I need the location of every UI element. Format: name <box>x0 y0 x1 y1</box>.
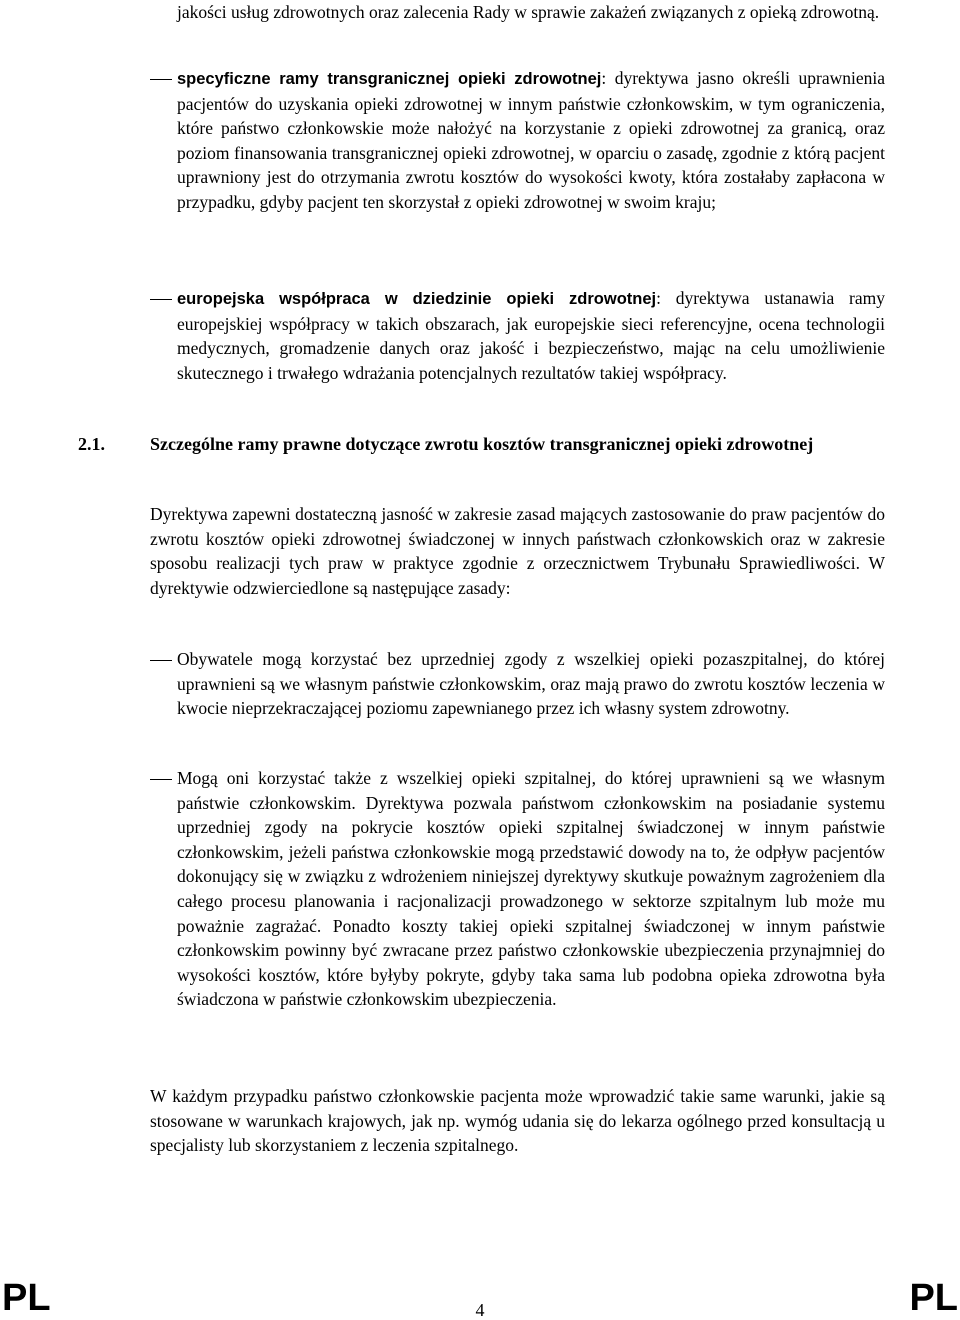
bullet-dash <box>150 779 172 780</box>
bullet-europejska-wspolpraca <box>177 286 885 385</box>
bullet-text: : dyrektywa jasno określi uprawnienia pacjentów do uzyskania opieki zdrowotnej w innym państwie członkowskim, w tym ograniczenia, które państwo członkowskie może nałożyć na korzystanie z opieki zdrowotnej za granicą, oraz poziom finansowania transgranicznej opieki zdrowotnej, w oparciu o zasadę, zgodnie z którą pacjent uprawniony jest do otrzymania zwrotu kosztów do wysokości kwoty, która zostałaby zapłacona w przypadku, gdyby pacjent ten skorzystał z opieki zdrowotnej w swoim kraju; <box>177 68 885 212</box>
footer-lang-left: PL <box>2 1277 51 1319</box>
section-number: 2.1. <box>78 434 105 454</box>
closing-paragraph: W każdym przypadku państwo członkowskie pacjenta może wprowadzić takie same warunki, jakie są stosowane w warunkach krajowych, jak np. wymóg udania się do lekarza ogólnego przed konsultacją u specjalisty lub skorzystaniem z leczenia szpitalnego. <box>150 1086 885 1156</box>
bullet-dash <box>150 79 172 80</box>
bullet-opieka-pozaszpitalna: Obywatele mogą korzystać bez uprzedniej zgody z wszelkiej opieki pozaszpitalnej, do której uprawnieni są we własnym państwie członkowskim, oraz mają prawo do zwrotu kosztów leczenia w kwocie nieprzekraczającej poziomu zapewnianego przez ich własny system zdrowotny. <box>177 649 885 719</box>
footer-lang-right: PL <box>909 1277 958 1319</box>
bullet-specyficzne-ramy <box>177 66 885 215</box>
section-title: Szczególne ramy prawne dotyczące zwrotu kosztów transgranicznej opieki zdrowotnej <box>150 434 814 454</box>
bullet-dash <box>150 660 172 661</box>
bullet-opieka-szpitalna: Mogą oni korzystać także z wszelkiej opieki szpitalnej, do której uprawnieni są we własnym państwie członkowskim. Dyrektywa pozwala państwom członkowskim na posiadanie systemu uprzedniej zgody na pokrycie kosztów opieki szpitalnej świadczonej w innym państwie członkowskim, jeżeli państwa członkowskie mogą przedstawić dowody na to, że odpływ pacjentów dokonujący się w związku z wdrożeniem niniejszej dyrektywy skutkuje poważnym zagrożeniem dla całego procesu planowania i racjonalizacji prowadzonego w sektorze szpitalnym lub może mu poważnie zagrażać. Ponadto koszty takiej opieki szpitalnej świadczonej w innym państwie członkowskim powinny być zwracane przez państwo członkowskie ubezpieczenia przynajmniej do wysokości kosztów, które byłyby pokryte, gdyby taka sama lub podobna opieka zdrowotna była świadczona w państwie członkowskim ubezpieczenia. <box>177 768 885 1010</box>
intro-continuation: jakości usług zdrowotnych oraz zalecenia Rady w sprawie zakażeń związanych z opieką zdrowotną. <box>177 2 880 22</box>
footer-page-number: 4 <box>475 1300 485 1320</box>
bullet-dash <box>150 299 172 300</box>
section-intro: Dyrektywa zapewni dostateczną jasność w zakresie zasad mających zastosowanie do praw pacjentów do zwrotu kosztów opieki zdrowotnej świadczonej w innych państwach członkowskich oraz w zakresie sposobu realizacji tych praw w praktyce zgodnie z orzecznictwem Trybunału Sprawiedliwości. W dyrektywie odzwierciedlone są następujące zasady: <box>150 504 885 598</box>
bullet-lead: specyficzne ramy transgranicznej opieki zdrowotnej <box>177 70 602 88</box>
bullet-lead: europejska współpraca w dziedzinie opieki zdrowotnej <box>177 290 657 308</box>
bullet-text: : dyrektywa ustanawia ramy europejskiej współpracy w takich obszarach, jak europejskie sieci referencyjne, ocena technologii medycznych, gromadzenie danych oraz jakość i bezpieczeństwo, mając na celu umożliwienie skutecznego i trwałego wdrażania potencjalnych rezultatów takiej współpracy. <box>177 288 885 383</box>
